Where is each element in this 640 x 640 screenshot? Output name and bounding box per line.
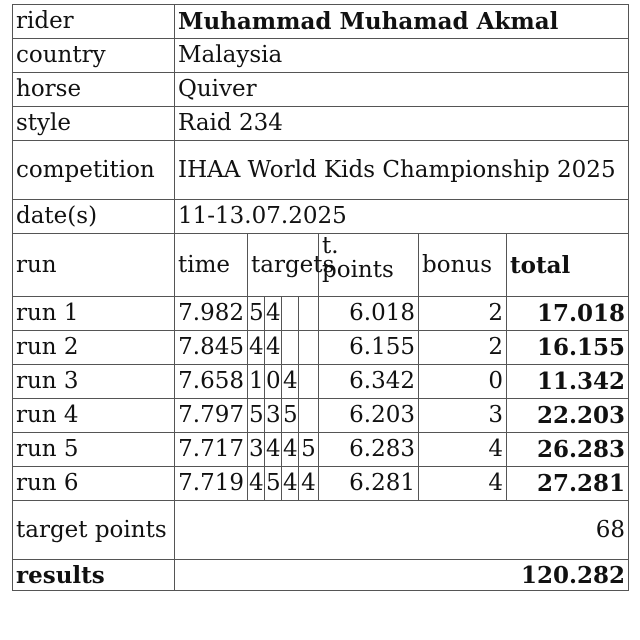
target-cell: 4 [282,467,299,501]
table-row [13,331,629,365]
target-cell [299,399,319,433]
target-cell: 5 [265,467,282,501]
run-time: 7.719 [175,467,248,501]
target-cell: 4 [265,331,282,365]
target-cell [299,331,319,365]
horse-label: horse [13,73,175,107]
horse-value: Quiver [175,73,629,107]
target-cell: 4 [265,297,282,331]
run-bonus: 4 [419,433,507,467]
style-value: Raid 234 [175,107,629,141]
header-row [13,234,629,297]
run-label: run 6 [13,467,175,501]
run-time: 7.845 [175,331,248,365]
horse-row [13,73,629,107]
table-row [13,399,629,433]
target-cell: 4 [265,433,282,467]
table-row [13,433,629,467]
table-row [13,467,629,501]
run-t-points: 6.018 [319,297,419,331]
target-cell [282,297,299,331]
target-cell: 4 [299,467,319,501]
target-cell: 4 [282,365,299,399]
run-t-points: 6.342 [319,365,419,399]
dates-label: date(s) [13,200,175,234]
target-cell: 0 [265,365,282,399]
results-table [12,4,629,591]
table-row [13,297,629,331]
header-t-points: t. points [319,234,419,297]
run-label: run 3 [13,365,175,399]
run-total: 22.203 [507,399,629,433]
competition-row [13,141,629,200]
run-time: 7.658 [175,365,248,399]
header-bonus: bonus [419,234,507,297]
run-label: run 4 [13,399,175,433]
run-total: 27.281 [507,467,629,501]
style-label: style [13,107,175,141]
target-cell: 5 [248,297,265,331]
target-points-value: 68 [175,501,629,560]
rider-label: rider [13,5,175,39]
header-run: run [13,234,175,297]
competition-label: competition [13,141,175,200]
target-cell: 4 [248,331,265,365]
target-cell: 5 [299,433,319,467]
target-cell: 5 [248,399,265,433]
style-row [13,107,629,141]
dates-row [13,200,629,234]
country-value: Malaysia [175,39,629,73]
country-row [13,39,629,73]
dates-value: 11-13.07.2025 [175,200,629,234]
run-label: run 5 [13,433,175,467]
results-row [13,560,629,591]
run-bonus: 0 [419,365,507,399]
run-time: 7.797 [175,399,248,433]
competition-value: IHAA World Kids Championship 2025 [175,141,629,200]
target-cell: 3 [248,433,265,467]
target-cell [282,331,299,365]
rider-row [13,5,629,39]
target-cell [299,365,319,399]
run-bonus: 3 [419,399,507,433]
target-cell: 3 [265,399,282,433]
country-label: country [13,39,175,73]
run-total: 16.155 [507,331,629,365]
run-time: 7.717 [175,433,248,467]
run-t-points: 6.155 [319,331,419,365]
target-cell: 4 [248,467,265,501]
header-targets: targets [248,234,319,297]
run-t-points: 6.281 [319,467,419,501]
results-label: results [13,560,175,591]
run-t-points: 6.283 [319,433,419,467]
target-cell [299,297,319,331]
run-bonus: 4 [419,467,507,501]
run-t-points: 6.203 [319,399,419,433]
table-row [13,365,629,399]
run-total: 17.018 [507,297,629,331]
run-time: 7.982 [175,297,248,331]
target-cell: 4 [282,433,299,467]
target-cell: 5 [282,399,299,433]
run-bonus: 2 [419,331,507,365]
run-bonus: 2 [419,297,507,331]
target-points-row [13,501,629,560]
target-cell: 1 [248,365,265,399]
target-points-label: target points [13,501,175,560]
run-label: run 1 [13,297,175,331]
results-value: 120.282 [175,560,629,591]
run-label: run 2 [13,331,175,365]
run-total: 11.342 [507,365,629,399]
header-time: time [175,234,248,297]
run-total: 26.283 [507,433,629,467]
header-total: total [507,234,629,297]
rider-value: Muhammad Muhamad Akmal [175,5,629,39]
